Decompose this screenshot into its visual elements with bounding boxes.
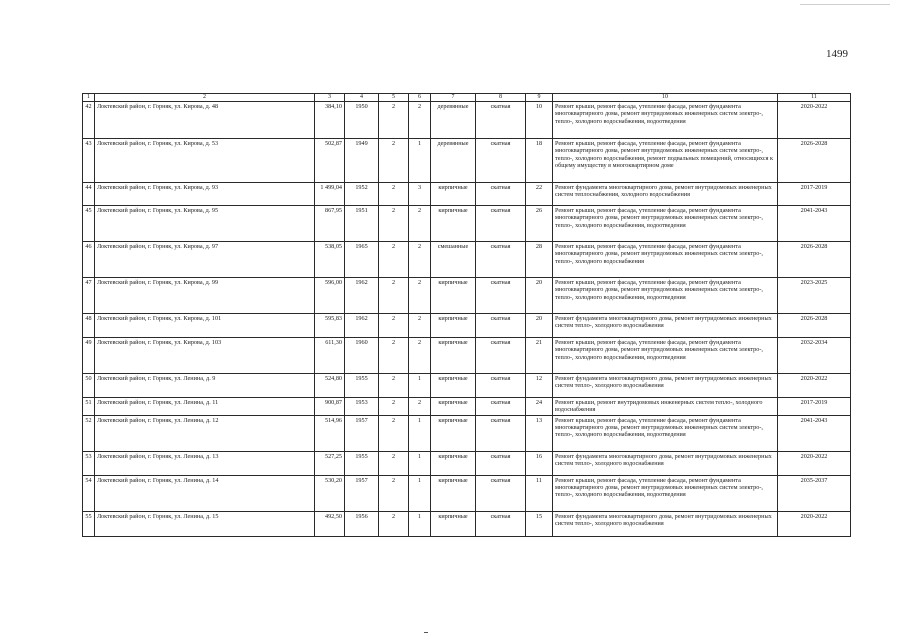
table-row (83, 314, 851, 338)
repair-works-cell: Ремонт фундамента многоквартирного дома, ремонт внутридомовых инженерных систем тепло-, холодного водоснабжения (553, 374, 778, 398)
repair-term-cell: 2023-2025 (778, 278, 851, 314)
repair-term-cell: 2020-2022 (778, 102, 851, 139)
column-header: 6 (409, 94, 431, 102)
entrances-cell: 1 (409, 451, 431, 475)
table-row (83, 206, 851, 242)
column-header: 1 (83, 94, 95, 102)
table-row (83, 511, 851, 536)
year-cell: 1960 (345, 338, 379, 374)
table-row (83, 398, 851, 416)
area-cell: 867,95 (315, 206, 345, 242)
repair-works-cell: Ремонт крыши, ремонт фасада, утепление фасада, ремонт фундамента многоквартирного дома, ремонт внутридомовых инженерных систем электро-, тепло-, холодного водоснабжения, водоотведения (553, 475, 778, 511)
count-cell: 22 (526, 183, 553, 206)
column-header: 10 (553, 94, 778, 102)
roof-type-cell: скатная (476, 139, 526, 183)
wall-material-cell: кирпичные (431, 451, 476, 475)
area-cell: 596,00 (315, 278, 345, 314)
floors-cell: 2 (379, 475, 409, 511)
address-cell: Локтевский район, г. Горняк, ул. Кирова, д. 99 (95, 278, 315, 314)
wall-material-cell: смешанные (431, 242, 476, 278)
year-cell: 1951 (345, 206, 379, 242)
count-cell: 15 (526, 511, 553, 536)
floors-cell: 2 (379, 338, 409, 374)
row-number: 43 (83, 139, 95, 183)
roof-type-cell: скатная (476, 475, 526, 511)
repair-works-cell: Ремонт фундамента многоквартирного дома, ремонт внутридомовых инженерных систем тепло-, холодного водоснабжения (553, 314, 778, 338)
entrances-cell: 2 (409, 398, 431, 416)
column-header: 2 (95, 94, 315, 102)
column-header: 11 (778, 94, 851, 102)
wall-material-cell: деревянные (431, 139, 476, 183)
address-cell: Локтевский район, г. Горняк, ул. Кирова, д. 93 (95, 183, 315, 206)
year-cell: 1955 (345, 374, 379, 398)
year-cell: 1965 (345, 242, 379, 278)
table-row (83, 338, 851, 374)
repair-term-cell: 2020-2022 (778, 451, 851, 475)
count-cell: 10 (526, 102, 553, 139)
address-cell: Локтевский район, г. Горняк, ул. Кирова, д. 48 (95, 102, 315, 139)
wall-material-cell: кирпичные (431, 206, 476, 242)
table-row (83, 102, 851, 139)
count-cell: 26 (526, 206, 553, 242)
year-cell: 1953 (345, 398, 379, 416)
repair-term-cell: 2026-2028 (778, 139, 851, 183)
repair-works-cell: Ремонт крыши, ремонт фасада, утепление фасада, ремонт фундамента многоквартирного дома, ремонт внутридомовых инженерных систем электро-, тепло-, холодного водоснабжения, водоотведения (553, 415, 778, 451)
floors-cell: 2 (379, 139, 409, 183)
scan-artifact (424, 632, 428, 633)
column-header: 8 (476, 94, 526, 102)
entrances-cell: 2 (409, 242, 431, 278)
row-number: 44 (83, 183, 95, 206)
count-cell: 24 (526, 398, 553, 416)
row-number: 45 (83, 206, 95, 242)
year-cell: 1949 (345, 139, 379, 183)
wall-material-cell: кирпичные (431, 511, 476, 536)
roof-type-cell: скатная (476, 511, 526, 536)
area-cell: 514,96 (315, 415, 345, 451)
entrances-cell: 2 (409, 314, 431, 338)
row-number: 49 (83, 338, 95, 374)
wall-material-cell: кирпичные (431, 183, 476, 206)
table-row (83, 451, 851, 475)
count-cell: 18 (526, 139, 553, 183)
table-row (83, 415, 851, 451)
wall-material-cell: кирпичные (431, 338, 476, 374)
repair-term-cell: 2026-2028 (778, 314, 851, 338)
count-cell: 16 (526, 451, 553, 475)
address-cell: Локтевский район, г. Горняк, ул. Кирова, д. 95 (95, 206, 315, 242)
area-cell: 502,87 (315, 139, 345, 183)
row-number: 54 (83, 475, 95, 511)
year-cell: 1957 (345, 415, 379, 451)
entrances-cell: 1 (409, 415, 431, 451)
repair-term-cell: 2020-2022 (778, 511, 851, 536)
address-cell: Локтевский район, г. Горняк, ул. Ленина, д. 14 (95, 475, 315, 511)
repair-works-cell: Ремонт крыши, ремонт фасада, утепление фасада, ремонт фундамента многоквартирного дома, ремонт внутридомовых инженерных систем электро-, тепло-, холодного водоснабжения, ремонт подвальных помещений, относящихся к общему имуществу в многоквартирном доме (553, 139, 778, 183)
column-header: 5 (379, 94, 409, 102)
repair-works-cell: Ремонт крыши, ремонт фасада, утепление фасада, ремонт фундамента многоквартирного дома, ремонт внутридомовых инженерных систем электро-, тепло-, холодного водоснабжения (553, 242, 778, 278)
floors-cell: 2 (379, 278, 409, 314)
repair-works-cell: Ремонт крыши, ремонт фасада, утепление фасада, ремонт фундамента многоквартирного дома, ремонт внутридомовых инженерных систем электро-, тепло-, холодного водоснабжения, водоотведения (553, 338, 778, 374)
floors-cell: 2 (379, 451, 409, 475)
wall-material-cell: кирпичные (431, 278, 476, 314)
floors-cell: 2 (379, 415, 409, 451)
year-cell: 1962 (345, 314, 379, 338)
repair-works-cell: Ремонт крыши, ремонт фасада, утепление фасада, ремонт фундамента многоквартирного дома, ремонт внутридомовых инженерных систем электро-, тепло-, холодного водоснабжения, водоотведения (553, 206, 778, 242)
floors-cell: 2 (379, 398, 409, 416)
column-header: 4 (345, 94, 379, 102)
year-cell: 1950 (345, 102, 379, 139)
entrances-cell: 1 (409, 139, 431, 183)
year-cell: 1952 (345, 183, 379, 206)
repair-term-cell: 2032-2034 (778, 338, 851, 374)
row-number: 53 (83, 451, 95, 475)
entrances-cell: 2 (409, 278, 431, 314)
row-number: 50 (83, 374, 95, 398)
entrances-cell: 2 (409, 102, 431, 139)
page-number: 1499 (826, 48, 848, 60)
floors-cell: 2 (379, 314, 409, 338)
repair-works-cell: Ремонт фундамента многоквартирного дома, ремонт внутридомовых инженерных систем тепло-, холодного водоснабжения (553, 511, 778, 536)
roof-type-cell: скатная (476, 398, 526, 416)
entrances-cell: 2 (409, 338, 431, 374)
year-cell: 1956 (345, 511, 379, 536)
area-cell: 900,87 (315, 398, 345, 416)
floors-cell: 2 (379, 102, 409, 139)
repair-term-cell: 2020-2022 (778, 374, 851, 398)
year-cell: 1957 (345, 475, 379, 511)
roof-type-cell: скатная (476, 415, 526, 451)
repair-term-cell: 2035-2037 (778, 475, 851, 511)
roof-type-cell: скатная (476, 314, 526, 338)
roof-type-cell: скатная (476, 278, 526, 314)
address-cell: Локтевский район, г. Горняк, ул. Ленина, д. 12 (95, 415, 315, 451)
address-cell: Локтевский район, г. Горняк, ул. Ленина, д. 9 (95, 374, 315, 398)
address-cell: Локтевский район, г. Горняк, ул. Кирова, д. 97 (95, 242, 315, 278)
roof-type-cell: скатная (476, 206, 526, 242)
table-row (83, 183, 851, 206)
row-number: 51 (83, 398, 95, 416)
count-cell: 20 (526, 278, 553, 314)
count-cell: 21 (526, 338, 553, 374)
repair-term-cell: 2041-2043 (778, 415, 851, 451)
scan-artifact (800, 4, 890, 5)
area-cell: 611,30 (315, 338, 345, 374)
roof-type-cell: скатная (476, 451, 526, 475)
floors-cell: 2 (379, 242, 409, 278)
wall-material-cell: деревянные (431, 102, 476, 139)
table-body (83, 94, 851, 537)
count-cell: 20 (526, 314, 553, 338)
row-number: 55 (83, 511, 95, 536)
area-cell: 492,50 (315, 511, 345, 536)
repair-works-cell: Ремонт крыши, ремонт внутридомовых инженерных систем тепло-, холодного водоснабжения (553, 398, 778, 416)
address-cell: Локтевский район, г. Горняк, ул. Ленина, д. 13 (95, 451, 315, 475)
column-header: 9 (526, 94, 553, 102)
address-cell: Локтевский район, г. Горняк, ул. Кирова, д. 53 (95, 139, 315, 183)
row-number: 52 (83, 415, 95, 451)
table-row (83, 242, 851, 278)
column-header: 7 (431, 94, 476, 102)
area-cell: 527,25 (315, 451, 345, 475)
entrances-cell: 2 (409, 206, 431, 242)
wall-material-cell: кирпичные (431, 475, 476, 511)
repair-term-cell: 2026-2028 (778, 242, 851, 278)
roof-type-cell: скатная (476, 242, 526, 278)
year-cell: 1955 (345, 451, 379, 475)
repair-works-cell: Ремонт фундамента многоквартирного дома, ремонт внутридомовых инженерных систем теплоснабжения, холодного водоснабжения (553, 183, 778, 206)
address-cell: Локтевский район, г. Горняк, ул. Кирова, д. 101 (95, 314, 315, 338)
area-cell: 384,10 (315, 102, 345, 139)
area-cell: 595,83 (315, 314, 345, 338)
area-cell: 538,05 (315, 242, 345, 278)
count-cell: 11 (526, 475, 553, 511)
floors-cell: 2 (379, 374, 409, 398)
repair-term-cell: 2017-2019 (778, 398, 851, 416)
entrances-cell: 1 (409, 374, 431, 398)
roof-type-cell: скатная (476, 183, 526, 206)
floors-cell: 2 (379, 511, 409, 536)
roof-type-cell: скатная (476, 338, 526, 374)
entrances-cell: 1 (409, 475, 431, 511)
floors-cell: 2 (379, 206, 409, 242)
roof-type-cell: скатная (476, 374, 526, 398)
roof-type-cell: скатная (476, 102, 526, 139)
table-row (83, 475, 851, 511)
row-number: 42 (83, 102, 95, 139)
floors-cell: 2 (379, 183, 409, 206)
table-row (83, 374, 851, 398)
column-header: 3 (315, 94, 345, 102)
wall-material-cell: кирпичные (431, 314, 476, 338)
area-cell: 1 499,04 (315, 183, 345, 206)
column-number-row (83, 94, 851, 102)
address-cell: Локтевский район, г. Горняк, ул. Ленина, д. 15 (95, 511, 315, 536)
area-cell: 530,20 (315, 475, 345, 511)
count-cell: 28 (526, 242, 553, 278)
row-number: 47 (83, 278, 95, 314)
entrances-cell: 3 (409, 183, 431, 206)
address-cell: Локтевский район, г. Горняк, ул. Ленина, д. 11 (95, 398, 315, 416)
repair-works-cell: Ремонт фундамента многоквартирного дома, ремонт внутридомовых инженерных систем тепло-, холодного водоснабжения (553, 451, 778, 475)
count-cell: 12 (526, 374, 553, 398)
repair-term-cell: 2041-2043 (778, 206, 851, 242)
year-cell: 1962 (345, 278, 379, 314)
housing-repair-table (82, 93, 851, 537)
row-number: 48 (83, 314, 95, 338)
wall-material-cell: кирпичные (431, 398, 476, 416)
wall-material-cell: кирпичные (431, 415, 476, 451)
entrances-cell: 1 (409, 511, 431, 536)
table-row (83, 139, 851, 183)
repair-works-cell: Ремонт крыши, ремонт фасада, утепление фасада, ремонт фундамента многоквартирного дома, ремонт внутридомовых инженерных систем электро-, тепло-, холодного водоснабжения, водоотведения (553, 102, 778, 139)
table-row (83, 278, 851, 314)
repair-works-cell: Ремонт крыши, ремонт фасада, утепление фасада, ремонт фундамента многоквартирного дома, ремонт внутридомовых инженерных систем электро-, тепло-, холодного водоснабжения, водоотведения (553, 278, 778, 314)
address-cell: Локтевский район, г. Горняк, ул. Кирова, д. 103 (95, 338, 315, 374)
count-cell: 13 (526, 415, 553, 451)
row-number: 46 (83, 242, 95, 278)
area-cell: 524,80 (315, 374, 345, 398)
wall-material-cell: кирпичные (431, 374, 476, 398)
repair-term-cell: 2017-2019 (778, 183, 851, 206)
